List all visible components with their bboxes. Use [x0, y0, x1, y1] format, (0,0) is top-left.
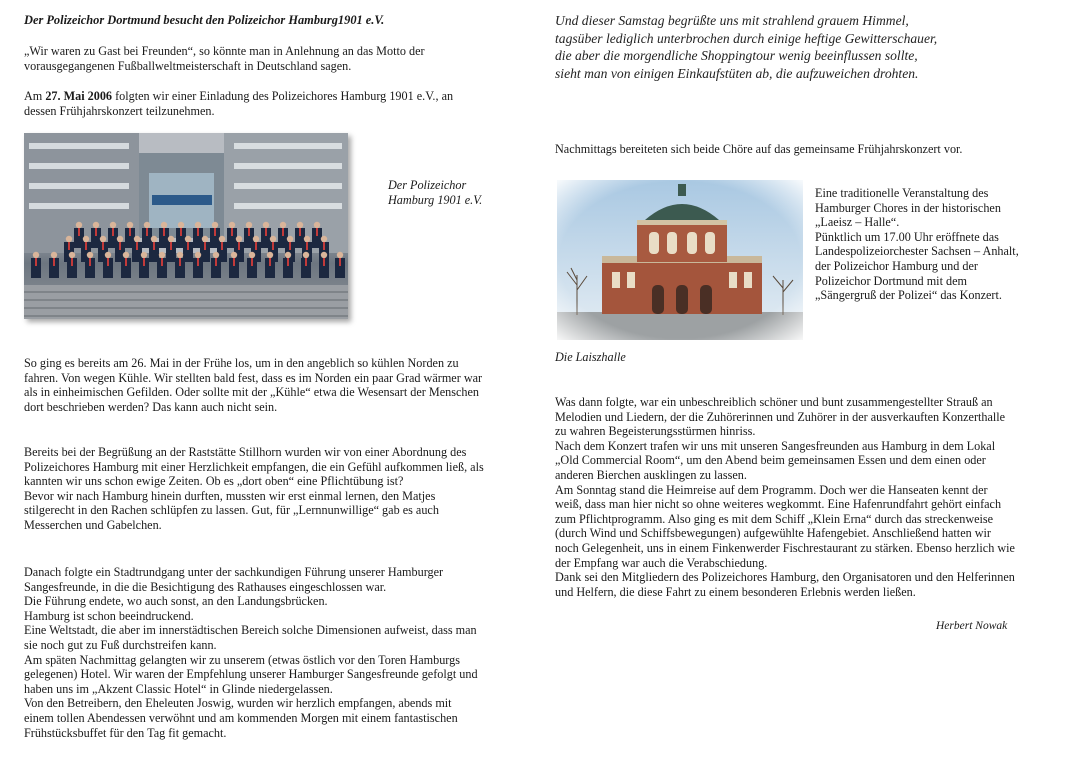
choir-photo [24, 133, 348, 319]
choir-photo-caption: Der Polizeichor Hamburg 1901 e.V. [388, 178, 483, 207]
hall-photo-caption: Die Laiszhalle [555, 350, 626, 364]
afternoon-line: Nachmittags bereiteten sich beide Chöre auf das gemeinsame Frühjahrskonzert vor. [555, 142, 963, 156]
author-signature: Herbert Nowak [936, 620, 1008, 632]
saturday-intro: Und dieser Samstag begrüßte uns mit strahlend grauem Himmel, tagsüber lediglich unterbrochen durch einige heftige Gewitterschauer, die aber die morgendliche Shoppingtour wenig beeinflussen sollte, sieht man von einigen Einkaufstüten ab, die aufzuweichen drohten. [555, 13, 938, 82]
date-paragraph: Am 27. Mai 2006 folgten wir einer Einladung des Polizeichores Hamburg 1901 e.V., an dessen Frühjahrskonzert teilzunehmen. [24, 89, 454, 118]
paragraph-arrival: So ging es bereits am 26. Mai in der Frühe los, um in den angeblich so kühlen Norden zu fahren. Von wegen Kühle. Wir stellten bald fest, dass es im Norden ein paar Grad wärmer war als in einheimischen Gefilden. Oder sollte mit der „Kühle“ etwa die Wesensart der Menschen dort beschrieben werden? Das kann auch nicht sein. [24, 356, 483, 414]
paragraph-greeting: Bereits bei der Begrüßung an der Raststätte Stillhorn wurden wir von einer Abordnung des Polizeichores Hamburg mit einer Herzlichkeit empfangen, die ein Gefühl aufkommen ließ, als kannten wir uns schon ewige Zeiten. Ob es „dort oben“ eine Pflichtübung ist? Bevor wir nach Hamburg hinein durften, mussten wir erst einmal lernen, den Matjes stilgerecht in den Rachen schlüpfen zu lassen. Gut, für „Lernnunwillige“ gab es auch Messerchen und Gabelchen. [24, 445, 484, 532]
laeiszhalle-photo [557, 180, 803, 340]
intro-paragraph: „Wir waren zu Gast bei Freunden“, so könnte man in Anlehnung an das Motto der vorausgegangenen Fußballweltmeisterschaft in Deutschland sagen. [24, 44, 425, 73]
article-title: Der Polizeichor Dortmund besucht den Polizeichor Hamburg1901 e.V. [24, 13, 385, 27]
paragraph-city-tour: Danach folgte ein Stadtrundgang unter der sachkundigen Führung unserer Hamburger Sangesfreunde, in die die Besichtigung des Rathauses eingeschlossen war. Die Führung endete, wo auch sonst, an den Landungsbrücken. Hamburg ist schon beeindruckend. Eine Weltstadt, die aber im innerstädtischen Bereich solche Dimensionen aufweist, dass man sie noch gut zu Fuß durchstreifen kann. Am späten Nachmittag gelangten wir zu unserem (etwas östlich vor den Toren Hamburgs gelegenen) Hotel. Wir waren der Empfehlung unserer Hamburger Sangesfreunde gefolgt und haben uns im „Akzent Classic Hotel“ in Glinde niedergelassen. Von den Betreibern, den Eheleuten Joswig, wurden wir herzlich empfangen, abends mit einem tollen Abendessen verwöhnt und am kommenden Morgen mit einem fantastischen Frühstücksbuffet für den Tag fit gemacht. [24, 565, 478, 740]
hall-description: Eine traditionelle Veranstaltung des Hamburger Chores in der historischen „Laeisz – Halle“. Pünktlich um 17.00 Uhr eröffnete das Landespolizeiorchester Sachsen – Anhalt, der Polizeichor Hamburg und der Polizeichor Dortmund mit dem „Sängergruß der Polizei“ das Konzert. [815, 186, 1019, 303]
paragraph-concert: Was dann folgte, war ein unbeschreiblich schöner und bunt zusammengestellter Strauß an Melodien und Liedern, der die Zuhörerinnen und Zuhörer in der ausverkauften Konzerthalle zu wahren Begeisterungsstürmen hinriss. Nach dem Konzert trafen wir uns mit unseren Sangesfreunden aus Hamburg in dem Lokal „Old Commercial Room“, um den Abend beim gemeinsamen Essen und dem einen oder anderen Bierchen ausklingen zu lassen. Am Sonntag stand die Heimreise auf dem Programm. Doch wer die Hanseaten kennt der weiß, dass man hier nicht so ohne weiteres wegkommt. Eine Hafenrundfahrt gehört einfach zum Pflichtprogramm. Also ging es mit dem Schiff „Klein Erna“ durch das streckenweise (durch Wind und Schiffsbewegungen) aufgewühlte Hafengebiet. Anschließend hatten wir noch Gelegenheit, uns in einem Finkenwerder Fischrestaurant zu stärken. Ebenso herzlich wie der Empfang war auch die Verabschiedung. Dank sei den Mitgliedern des Polizeichores Hamburg, den Organisatoren und den Helferinnen und Helfern, die diese Fahrt zu einem besonderen Erlebnis werden ließen. [555, 395, 1015, 599]
